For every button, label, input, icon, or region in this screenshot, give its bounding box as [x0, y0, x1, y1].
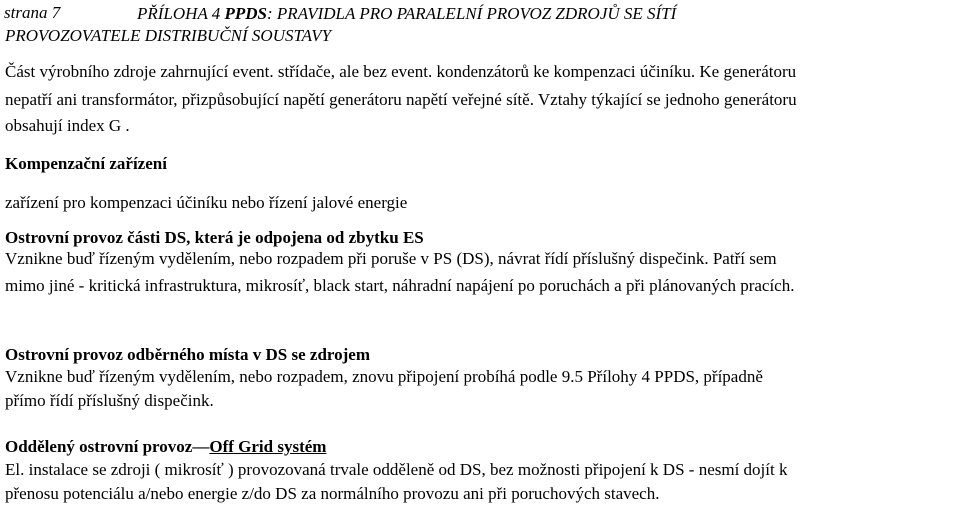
- intro-line-2: nepatří ani transformátor, přizpůsobující napětí generátoru napětí veřejné sítě. Vztahy týkající se jednoho generátoru: [5, 90, 797, 109]
- off-grid-heading-main: Oddělený ostrovní provoz—: [5, 437, 210, 456]
- section-text-off-grid-1: El. instalace se zdroji ( mikrosíť ) provozovaná trvale odděleně od DS, bez možnosti připojení k DS - nesmí dojít k: [5, 460, 788, 479]
- title-rest: : PRAVIDLA PRO PARALELNÍ PROVOZ ZDROJŮ SE SÍTÍ: [267, 4, 677, 23]
- intro-line-1: Část výrobního zdroje zahrnující event. střídače, ale bez event. kondenzátorů ke kompenzaci účiníku. Ke generátoru: [5, 62, 797, 81]
- title-line-2: PROVOZOVATELE DISTRIBUČNÍ SOUSTAVY: [5, 26, 332, 45]
- intro-line-3: obsahují index G .: [5, 116, 130, 135]
- section-text-odberne-misto-1: Vznikne buď řízeným vydělením, nebo rozpadem, znovu připojení probíhá podle 9.5 Přílohy 4 PPDS, případně: [5, 367, 763, 386]
- section-heading-odberne-misto: Ostrovní provoz odběrného místa v DS se zdrojem: [5, 345, 371, 364]
- section-text-ostrovni-ds-2: mimo jiné - kritická infrastruktura, mikrosíť, black start, náhradní napájení po poruchách a při plánovaných pracích.: [5, 276, 795, 295]
- page-title: [5, 3, 676, 47]
- section-heading-off-grid: [5, 437, 326, 457]
- off-grid-heading-tail: Off Grid systém: [209, 437, 327, 456]
- title-bold: PPDS: [224, 4, 268, 23]
- section-heading-ostrovni-ds: Ostrovní provoz části DS, která je odpojena od zbytku ES: [5, 228, 424, 247]
- page-number: strana 7: [4, 3, 61, 22]
- section-heading-kompenzacni: Kompenzační zařízení: [5, 154, 167, 173]
- title-prefix: PŘÍLOHA 4: [137, 4, 225, 23]
- section-text-odberne-misto-2: přímo řídí příslušný dispečink.: [5, 391, 214, 410]
- section-text-kompenzacni: zařízení pro kompenzaci účiníku nebo řízení jalové energie: [5, 193, 408, 212]
- section-text-off-grid-2: přenosu potenciálu a/nebo energie z/do DS za normálního provozu ani při poruchových stavech.: [5, 484, 660, 503]
- section-text-ostrovni-ds-1: Vznikne buď řízeným vydělením, nebo rozpadem při poruše v PS (DS), návrat řídí příslušný dispečink. Patří sem: [5, 249, 777, 268]
